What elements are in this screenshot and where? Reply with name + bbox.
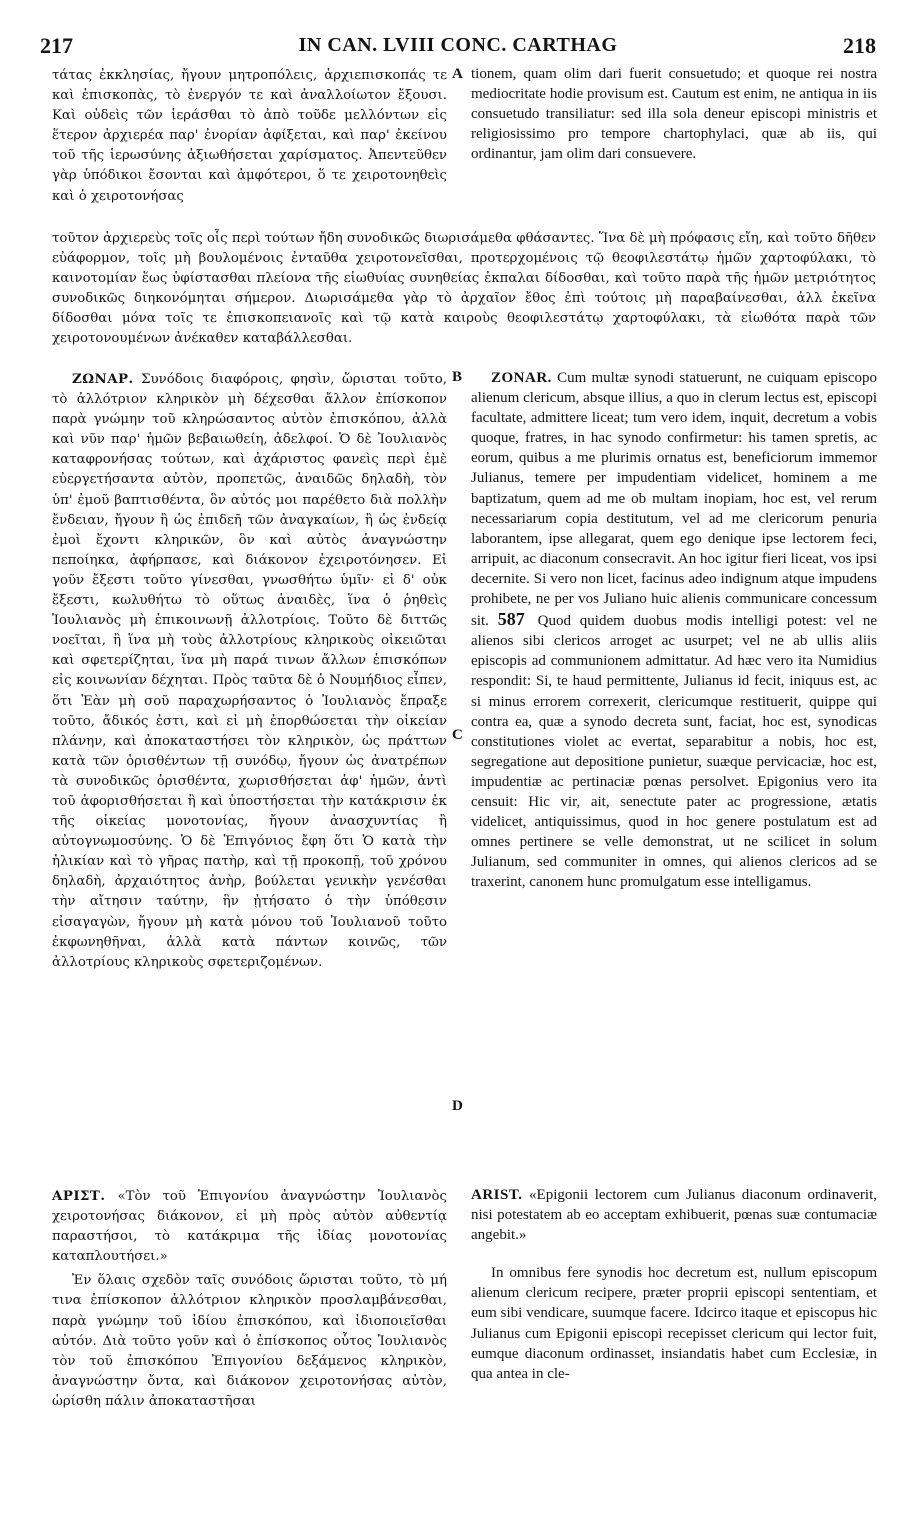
zonaras-greek-label: ΖΩΝΑΡ. bbox=[72, 372, 134, 387]
aristenus-latin-text: In omnibus fere synodis hoc decretum est, nullum episcopum alienum clericum recipere, præter proprii episcopi sententiam, et eum sibi vendicare, suumque facere. Idcirco itaque et episcopus hic Julianus cum Epigonii episcopi recepisset clericum qui lector fuit, eumque diaconum ordinasset, insiandatis habet cum Ecclesiæ, in qua antea in cle- bbox=[471, 1265, 877, 1382]
page-number-left: 217 bbox=[40, 33, 73, 58]
aristenus-greek-text: Ἐν ὅλαις σχεδὸν ταῖς συνόδοις ὥρισται τοῦτο, τὸ μή τινα ἐπίσκοπον ἀλλότριον κληρικὸν προσλαμβάνεσθαι, παρὰ γνώμην τοῦ ἰδίου ἐπισκόπου, καὶ ἰδιοποιεῖσθαι αὐτόν. Διὰ τοῦτο γοῦν καὶ ὁ ἐπίσκοπος οὗτος Ἰουλιανὸς τὸν τοῦ ἐπισκόπου Ἐπιγονίου δεξάμενος κληρικὸν, ἀναγνώστην ὄντα, καὶ διάκονον χειροτονήσας αὐτὸν, ὡρίσθη πάλιν ἀποκαταστῆσαι bbox=[52, 1273, 447, 1409]
zonaras-greek-text: Συνόδοις διαφόροις, φησὶν, ὥρισται τοῦτο, τὸ ἀλλότριον κληρικὸν μὴ δέχεσθαι ἄλλον ἐπίσκοπον παρὰ γνώμην τοῦ κληρώσαντος αὐτὸν ἐπισκόπου, ἀλλὰ καὶ νῦν παρ' ἡμῶν βεβαιωθείη, ἀδελφοί. Ὁ δὲ Ἰουλιανὸς καταφρονήσας τούτων, καὶ ἀχάριστος φανεὶς περὶ ἐμὲ εὐεργετήσαντα αὐτὸν, προπετῶς, ἀναιδῶς δηλαδὴ, τὸν ὑπ' ἐμοῦ βαπτισθέντα, ὃν αὐτός μοι παρέθετο διὰ πολλὴν ἔνδειαν, ἤγουν ἢ ὡς ἐπιδεῆ τῶν ἀναγκαίων, ἢ ὡς ἐνδείᾳ ἐμοὶ ἔχοντι κληρικῶν, ὃν καὶ αὐτὸς ἀναγνώστην πεποίηκα, ἀφήρπασε, καὶ διάκονον ἐχειροτόνησεν. Εἰ γοῦν ἔξεστι τοῦτο γίνεσθαι, γνωσθήτω ὑμῖν· εἰ δ' οὐκ ἔξεστι, κωλυθήτω τὸ οὕτως ἀναιδὲς, ἵνα ὁ ῥηθεὶς Ἰουλιανὸς μὴ ἐπικοινωνῇ ἀλλοτρίοις. Τοῦτο δὲ διττῶς νοεῖται, ἢ ἵνα μὴ τοὺς ἀλλοτρίους κληρικοὺς οἰκειῶται καὶ σφετερίζηται, ἵνα μὴ παρά τινων ἄλλων ἐπισκόπων εἰς κοινωνίαν δέχηται. Πρὸς ταῦτα δὲ ὁ Νουμήδιος εἶπεν, ὅτι Ἐὰν μὴ σοῦ παραχωρήσαντος ὁ Ἰουλιανὸς ἔπραξε τοῦτο, ἄδικός ἐστι, καὶ εἰ μὴ ἐπορθώσεται τὴν οἰκείαν πλάνην, καὶ ἀποκαταστήσει τὸν κληρικὸν, ὡς πράττων κατὰ τῶν ὁρισθέντων τῇ συνόδῳ, ἤγουν ὡς ἀνατρέπων τὰ συνοδικῶς ὁρισθέντα, χωρισθήσεται ἀφ' ἡμῶν, ἀντὶ τοῦ ἀφορισθήσεται ἢ καὶ ὑποστήσεται τὴν κατάκρισιν ἐκ τῆς οἰκείας μονοτονίας, ἤγουν ἀνασχυντίας ἢ αὐτογνωμοσύνης. Ὁ δὲ Ἐπιγόνιος ἔφη ὅτι Ὁ κατὰ τὴν ἡλικίαν καὶ τὸ γῆρας πατὴρ, καὶ τῇ προκοπῇ, τοῦ χρόνου δηλαδὴ, ἀρχαιότητος ἀνὴρ, βούλεται γενικὴν γενέσθαι τὴν αἴτησιν ταύτην, ἣν ᾐτήσατο ὁ τὴν ὑπόθεσιν εἰσαγαγὼν, ἤγουν μὴ κατὰ μόνου τοῦ Ἰουλιανοῦ τοῦτο ἐκφωνηθῆναι, ἀλλὰ κατὰ πάντων κοινῶς, τῶν ἀλλοτρίους κληρικοὺς σφετεριζομένων. bbox=[52, 372, 447, 970]
zonaras-latin-label: ZONAR. bbox=[491, 370, 552, 386]
aristenus-latin-commentary bbox=[471, 1185, 877, 1540]
margin-marker-b: B bbox=[452, 369, 463, 385]
marginal-page-number: 587 bbox=[497, 609, 525, 630]
aristenus-greek-summary: «Τὸν τοῦ Ἐπιγονίου ἀναγνώστην Ἰουλιανὸς χειροτονήσας διάκονον, εἰ μὴ πρὸς αὐτὸν αὐθεντίᾳ παραστήσοι, τὸ κατάκριμα τῆς ἰδίας μονοτονίας καταπλουτήσει.» bbox=[52, 1189, 447, 1265]
aristenus-greek-label: ΑΡΙΣΤ. bbox=[52, 1189, 106, 1204]
aristenus-latin-label: ARIST. bbox=[471, 1187, 523, 1203]
zonaras-latin-commentary bbox=[471, 368, 877, 1180]
margin-marker-d: D bbox=[452, 1098, 463, 1114]
margin-marker-a: A bbox=[452, 66, 463, 82]
greek-canon-text-full-width bbox=[52, 229, 876, 363]
aristenus-greek-commentary bbox=[52, 1187, 447, 1537]
running-title: IN CAN. LVIII CONC. CARTHAG bbox=[298, 34, 618, 56]
aristenus-latin-summary: «Epigonii lectorem cum Julianus diaconum ordinaverit, nisi potestatem ab eo acceptam exhibuerit, pœnas suæ contumaciæ angebit.» bbox=[471, 1187, 877, 1244]
greek-paragraph: τοῦτον ἀρχιερεὺς τοῖς οἷς περὶ τούτων ἤδη συνοδικῶς διωρισάμεθα φθάσαντες. Ἵνα δὲ μὴ πρόφασις εἴη, καὶ τοῦτο δῆθεν εὐάφορμον, τοῖς μὴ βουλομένοις ἐνταῦθα χειροτονεῖσθαι, προτερχομένοις τῷ θεοφιλεστάτῳ ἡμῶν χαρτοφύλακι, τὸ καινοτομίαν ἕως ὑφίστασθαι πλείονα τῆς εἰωθυίας συνηθείας ἐκπαλαι δίδοσθαι, καὶ τοῦτο παρὰ τῆς ἡμῶν μετριότητος συνοδικῶς διηκονόμηται σήμερον. Διωρισάμεθα γὰρ τὸ ἀρχαῖον ἔθος ἐπὶ τούτοις μὴ παραβαίνεσθαι, ἀλλ ἐκεῖνα δίδοσθαι μόνα τοῖς τε ἐπισκοπειανοῖς καὶ τῷ κατὰ καιροὺς θεοφιλεστάτῳ χαρτοφύλακι, τὰ εἰωθότα παρὰ τῶν χειροτονουμένων ἀνέκαθεν καταβάλλεσθαι. bbox=[52, 231, 876, 347]
greek-canon-text-top bbox=[52, 66, 447, 228]
page-number-right: 218 bbox=[843, 33, 876, 58]
latin-paragraph: tionem, quam olim dari fuerit consuetudo; et quoque rei nostra mediocritate hodie provisum est. Cautum est enim, ne antiqua in iis consuetudo transiliatur: sed illa sola deneur episcopi ministris et religiosissimo pro tempore chartophylaci, quæ ab iis, qui ordinantur, jam olim dari consuevere. bbox=[471, 66, 877, 163]
zonaras-greek-commentary bbox=[52, 370, 447, 1140]
zonaras-latin-text-1: Cum multæ synodi statuerunt, ne cuiquam episcopo alienum clericum, absque illius, a quo in clerum lectus est, episcopi facultate, admittere liceat; tum vero idem, inquit, decretum a vobis quoque, fratres, in hac synodo confirmetur: his tamen spretis, ac eorum, quibus a me plurimis ornatus est, beneficiorum immemor Julianus, temere per impudentiam videlicet, hominem a me baptizatum, quem ad me ob multam inopiam, hoc est, vel rerum necessariarum copia destitutum, vel ad me clericorum penuria laborantem, ipse allegarat, quem ego denique ipse lectorem feci, arripuit, ac diaconum consecravit. An hoc igitur fieri liceat, vos ipsi decernite. Si vero non licet, facinus adeo indignum atque impudens prohibete, ne per vos Juliano huic alienis communicare concessum sit. bbox=[471, 370, 878, 630]
page-header bbox=[40, 33, 876, 61]
latin-canon-text-top bbox=[471, 64, 877, 224]
margin-marker-c: C bbox=[452, 727, 463, 743]
zonaras-latin-text-2: Quod quidem duobus modis intelligi potest: vel ne alienos sibi clericos arroget ac usurpet; vel ne ab ullis aliis episcopis ad communionem admittatur. Ad hæc vero ita Numidius respondit: Si, te haud permittente, Julianus id fecit, iniquus est, ac si minus errorem correxerit, clericumque restituerit, quippe qui contra ea, quæ a synodo decreta sunt, faciat, hoc est, synodicas constitutiones violet ac evertat, separabitur a nobis, hoc est, segregatione aut depositione punietur, suæque pervicaciæ, hoc est, impudentiæ ac pertinaciæ pœnas persolvet. Epigonius vero ita censuit: Hic vir, ait, senectute pater ac progressione, ætatis videlicet, antiquissimus, quod in hoc genere postulatum est ad omnes pertinere se velle demonstrat, ut ne scilicet in solum Julianum, sed communiter in omnes, qui alienos clericos ad se traxerint, canonem hunc promulgatum esse intelligamus. bbox=[471, 613, 877, 891]
greek-paragraph: τάτας ἐκκλησίας, ἤγουν μητροπόλεις, ἀρχιεπισκοπάς τε καὶ ἐπισκοπὰς, τὸ ἐνεργόν τε καὶ ἀναλλοίωτον ἔξουσι. Καὶ οὐδεὶς τῶν ἱεράσθαι τὸ ἀπὸ τοῦδε μελλόντων εἰς ἕτερον ἀρχιερέα παρ' ἐνορίαν ἀφίξεται, καὶ παρ' ἐκείνου τοῦ τῆς ἱερωσύνης ἀξιωθήσεται χαρίσματος. Ἀπεντεῦθεν γὰρ ὑπόδικοι ἔσονται καὶ ἀμφότεροι, ὅ τε χειροτονηθεὶς καὶ ὁ χειροτονήσας bbox=[52, 68, 447, 204]
